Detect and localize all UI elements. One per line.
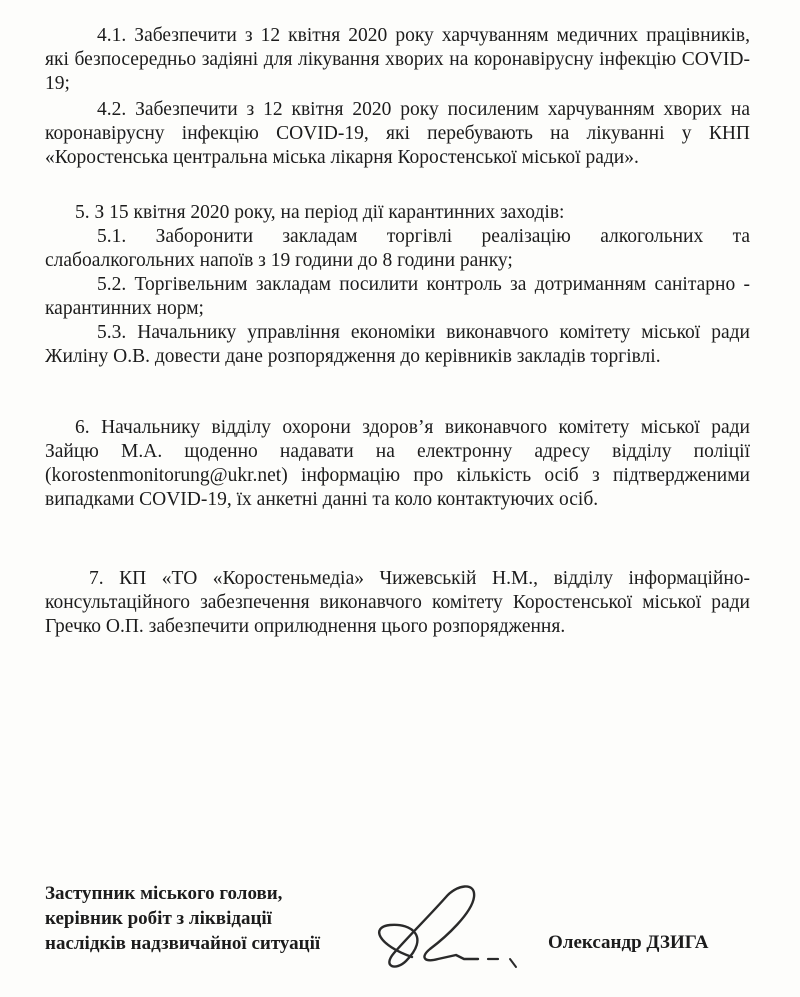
paragraph-5-1: 5.1. Заборонити закладам торгівлі реалізацію алкогольних та слабоалкогольних напоїв з 19 години до 8 години ранку; bbox=[45, 226, 750, 271]
signatory-title bbox=[45, 881, 385, 956]
paragraph-5-2: 5.2. Торгівельним закладам посилити контроль за дотриманням санітарно - карантинних норм; bbox=[45, 274, 750, 319]
paragraph-5: 5. З 15 квітня 2020 року, на період дії карантинних заходів: bbox=[75, 202, 565, 223]
signatory-title-line-3: наслідків надзвичайної ситуації bbox=[45, 933, 321, 954]
signatory-name: Олександр ДЗИГА bbox=[548, 932, 709, 953]
paragraph-4-1: 4.1. Забезпечити з 12 квітня 2020 року харчуванням медичних працівників, які безпосередньо задіяні для лікування хворих на коронавірусну інфекцію COVID-19; bbox=[45, 25, 750, 94]
paragraph-6: 6. Начальнику відділу охорони здоров’я виконавчого комітету міської ради Зайцю М.А. щоденно надавати на електронну адресу відділу поліції (korostenmonitorung@ukr.net) інформацію про кількість осіб з підтвердженими випадками COVID-19, їх анкетні данні та коло контактуючих осіб. bbox=[45, 417, 750, 510]
signatory-title-line-1: Заступник міського голови, bbox=[45, 883, 283, 904]
paragraph-7: 7. КП «ТО «Коростеньмедіа» Чижевській Н.М., відділу інформаційно-консультаційного забезпечення виконавчого комітету Коростенської міської ради Гречко О.П. забезпечити оприлюднення цього розпорядження. bbox=[45, 568, 750, 637]
paragraph-4-2: 4.2. Забезпечити з 12 квітня 2020 року посиленим харчуванням хворих на коронавірусну інфекцію COVID-19, які перебувають на лікуванні у КНП «Коростенська центральна міська лікарня Коростенської міської ради». bbox=[45, 99, 750, 168]
paragraph-5-3: 5.3. Начальнику управління економіки виконавчого комітету міської ради Жиліну О.В. довести дане розпорядження до керівників закладів торгівлі. bbox=[45, 322, 750, 367]
signatory-title-line-2: керівник робіт з ліквідації bbox=[45, 908, 272, 929]
handwritten-signature bbox=[360, 875, 540, 985]
